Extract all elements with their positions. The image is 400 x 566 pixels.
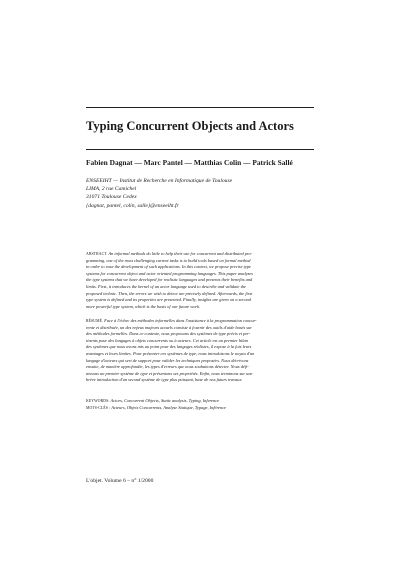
resume-label: RÉSUMÉ.	[86, 319, 104, 323]
abstract-line: the type systems that we have developed for realistic languages and presents their benefits and	[86, 277, 253, 283]
resume-line: des systèmes que nous avons mis au point pour des langages réalistes, il expose à la fois leurs	[86, 344, 252, 350]
journal-footer: L'objet. Volume 6 – n° 1/2000	[86, 478, 154, 484]
resume-line: brève introduction d'un second système de type plus puissant, base de nos futurs travaux.	[86, 377, 243, 383]
keywords-text: Actors, Concurrent Objects, Static analysis, Typing, Inference	[110, 398, 220, 403]
resume-line: ensuite, de manière approfondie, les types d'erreurs que nous souhaitons détecter. Nous défi-	[86, 364, 249, 370]
abstract-label: ABSTRACT.	[86, 252, 108, 256]
resume-line: avantages et leurs limites. Pour présenter ces systèmes de type, nous introduisons le noyau d'un	[86, 350, 255, 356]
abstract-line: gramming, one of the most challenging current tasks is to build tools based on formal method	[86, 257, 251, 263]
abstract-line: proposed technic. Then, the errors we wish to detect are precisely defined. Afterwards, the first	[86, 290, 253, 296]
resume-line: tinents pour des langages à objets concurrents ou à acteurs. Cet article est un premier bilan	[86, 337, 248, 343]
abstract-line: type system is defined and its properties are presented. Finally, insights are given on a second	[86, 297, 251, 303]
abstract-line-text: An informal methods do little to help their use for concurrent and distributed pro-	[108, 251, 253, 256]
affiliation-block	[86, 177, 232, 210]
resume-line: rente et distribuée, un des enjeux majeurs actuels consiste à fournir des outils d'aide basés sur	[86, 324, 252, 330]
affiliation-city: 31071 Toulouse Cedex	[86, 194, 137, 201]
abstract-line	[86, 251, 316, 258]
abstract-line: in order to ease the development of such applications. In this context, we propose precise type	[86, 264, 251, 270]
abstract-line: more powerful type system, which is the basis of our future work.	[86, 303, 201, 309]
affiliation-email: {dagnat, pantel, colin, salle}@enseeiht.fr	[86, 202, 179, 209]
resume-line: nissons un premier système de type et présentons ses propriétés. Enfin, nous terminons sur une	[86, 370, 253, 376]
affiliation-lab: LIMA, 2 rue Camichel	[86, 186, 137, 193]
abstract-line: limits. First, it introduces the kernel of an actor language used to describe and validate the	[86, 283, 246, 289]
keywords-block	[86, 398, 226, 411]
keywords-label: KEYWORDS:	[86, 399, 110, 403]
abstract-line: systems for concurrent object and actor oriented programming languages. This paper analyzes	[86, 270, 253, 276]
title-rule	[86, 149, 314, 150]
resume-block	[86, 318, 316, 384]
resume-line: langage d'acteurs qui sert de support pour valider les techniques proposées. Nous décrivons	[86, 357, 249, 363]
motscles-line	[86, 405, 226, 412]
author-list: Fabien Dagnat — Marc Pantel — Matthias Colin — Patrick Sallé	[86, 158, 293, 167]
resume-line	[86, 318, 316, 325]
motscles-label: MOTS-CLÉS :	[86, 405, 111, 410]
top-rule	[86, 107, 314, 108]
resume-line-text: Face à l'échec des méthodes informelles dans l'assistance à la programmation concur-	[104, 318, 257, 323]
resume-line: des méthodes formelles. Dans ce contexte, nous proposons des systèmes de type précis et per-	[86, 331, 251, 337]
paper-title: Typing Concurrent Objects and Actors	[86, 119, 294, 133]
affiliation-institution: ENSEEIHT — Institut de Recherche en Informatique de Toulouse	[86, 178, 233, 184]
abstract-block	[86, 251, 316, 310]
keywords-line	[86, 398, 226, 405]
motscles-text: Acteurs, Objets Concurrents, Analyse Statique, Typage, Inférence	[111, 404, 227, 410]
